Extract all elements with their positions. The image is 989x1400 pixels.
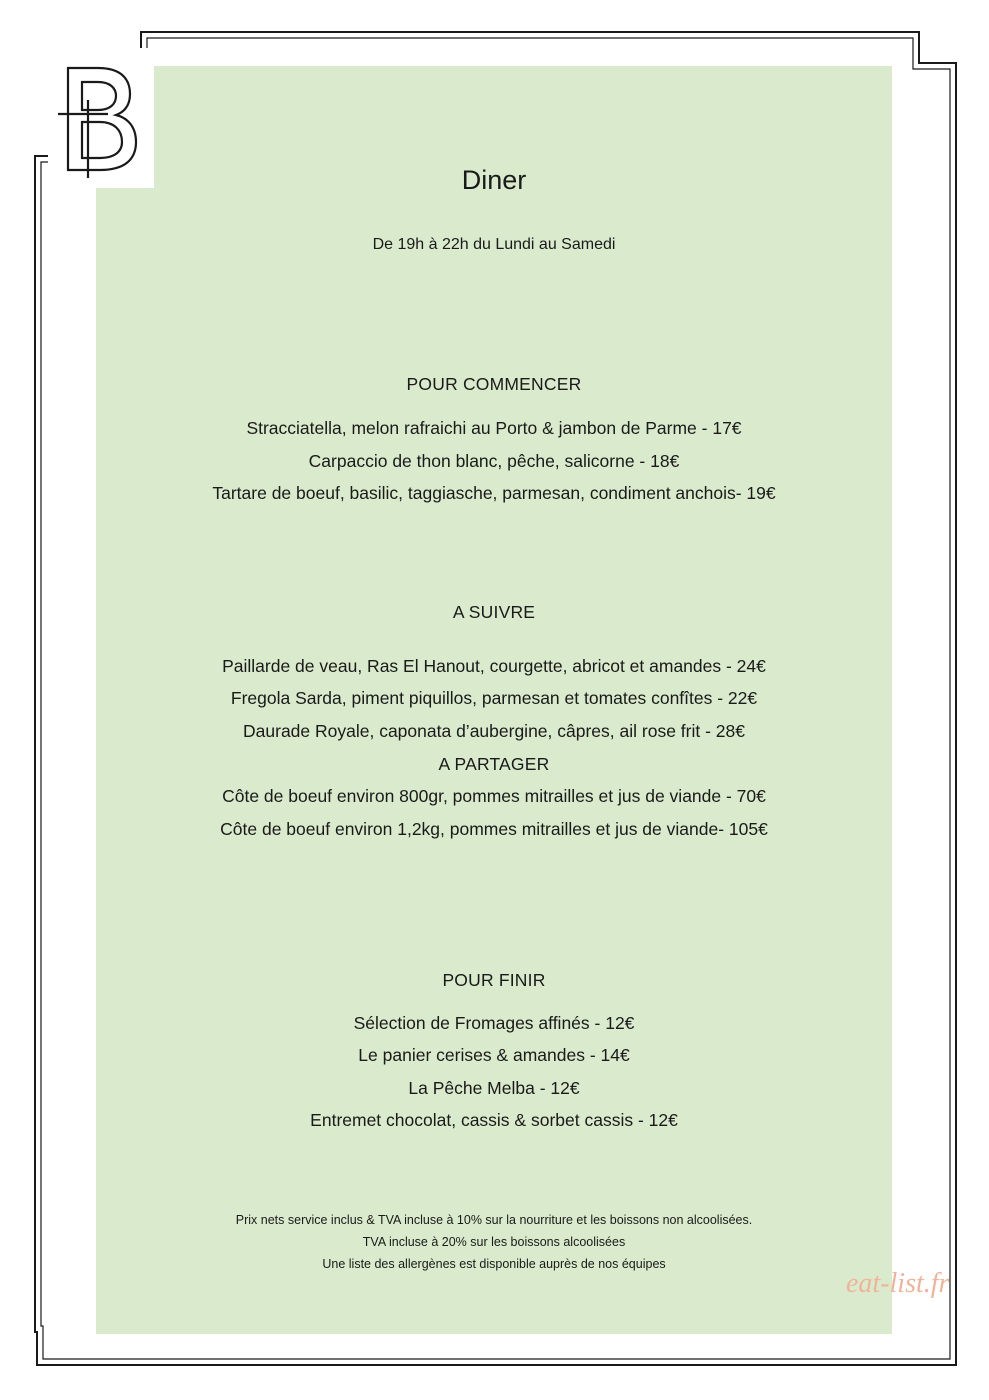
menu-item: Sélection de Fromages affinés - 12€ (353, 1013, 635, 1033)
footnote-service: Prix nets service inclus & TVA incluse à 10% sur la nourriture et les boissons non alcoolisées. (235, 1213, 753, 1227)
watermark: eat-list.fr (846, 1268, 950, 1299)
menu-item: Stracciatella, melon rafraichi au Porto & jambon de Parme - 17€ (246, 418, 742, 438)
menu-item: Entremet chocolat, cassis & sorbet cassis - 12€ (310, 1110, 678, 1130)
menu-item: La Pêche Melba - 12€ (408, 1078, 580, 1098)
footnote-allergens: Une liste des allergènes est disponible auprès de nos équipes (322, 1257, 666, 1271)
menu-item: Paillarde de veau, Ras El Hanout, courgette, abricot et amandes - 24€ (222, 656, 766, 676)
menu-hours: De 19h à 22h du Lundi au Samedi (372, 236, 616, 253)
menu-item: Fregola Sarda, piment piquillos, parmesan et tomates confîtes - 22€ (230, 688, 758, 708)
menu-item: Tartare de boeuf, basilic, taggiasche, parmesan, condiment anchois- 19€ (212, 483, 776, 503)
section-title-mains: A SUIVRE (452, 602, 536, 622)
section-title-desserts: POUR FINIR (442, 970, 546, 990)
menu-item: Côte de boeuf environ 800gr, pommes mitrailles et jus de viande - 70€ (222, 786, 766, 806)
section-title-sharing: A PARTAGER (438, 754, 550, 774)
menu-item: Carpaccio de thon blanc, pêche, salicorne - 18€ (308, 451, 680, 471)
section-title-starters: POUR COMMENCER (406, 374, 582, 394)
menu-title: Diner (461, 165, 527, 195)
menu-item: Daurade Royale, caponata d’aubergine, câpres, ail rose frit - 28€ (243, 721, 745, 741)
menu-item: Le panier cerises & amandes - 14€ (358, 1045, 630, 1065)
footnote-vat: TVA incluse à 20% sur les boissons alcoolisées (362, 1235, 626, 1249)
menu-item: Côte de boeuf environ 1,2kg, pommes mitrailles et jus de viande- 105€ (220, 819, 768, 839)
